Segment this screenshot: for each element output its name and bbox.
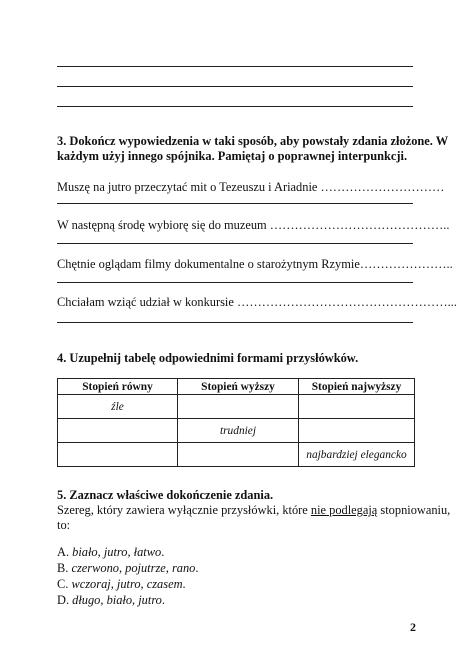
table-row bbox=[58, 419, 415, 443]
task5-stem-line2: to: bbox=[57, 518, 71, 532]
answer-line bbox=[57, 203, 413, 204]
option-end: . bbox=[161, 593, 165, 607]
option-end: . bbox=[182, 577, 186, 591]
task5-stem-line1 bbox=[57, 503, 450, 518]
table-header-row bbox=[58, 379, 415, 395]
table-cell[interactable] bbox=[178, 443, 299, 467]
answer-line bbox=[57, 322, 413, 323]
table-cell[interactable] bbox=[299, 419, 415, 443]
task5-stem-after: stopniowaniu, bbox=[377, 503, 451, 517]
task3-sentence-3: Chętnie oglądam filmy dokumentalne o starożytnym Rzymie………………….. bbox=[57, 257, 453, 271]
table-row bbox=[58, 395, 415, 419]
table-cell[interactable]: najbardziej elegancko bbox=[299, 443, 415, 467]
option-letter: A. bbox=[57, 545, 73, 559]
answer-line bbox=[57, 106, 413, 107]
option-d[interactable] bbox=[57, 593, 165, 608]
option-end: . bbox=[161, 545, 165, 559]
table-row bbox=[58, 443, 415, 467]
task4-title: 4. Uzupełnij tabelę odpowiednimi formami przysłówków. bbox=[57, 351, 359, 365]
table-cell[interactable]: źle bbox=[58, 395, 178, 419]
task3-sentence-2: W następną środę wybiorę się do muzeum …………………………………….. bbox=[57, 218, 450, 232]
answer-line bbox=[57, 66, 413, 67]
option-letter: C. bbox=[57, 577, 72, 591]
option-letter: B. bbox=[57, 561, 72, 575]
option-c[interactable] bbox=[57, 577, 186, 592]
answer-line bbox=[57, 282, 413, 283]
task3-title-line1: 3. Dokończ wypowiedzenia w taki sposób, aby powstały zdania złożone. W bbox=[57, 134, 449, 148]
header-positive: Stopień równy bbox=[58, 379, 178, 395]
option-text: czerwono, pojutrze, rano bbox=[71, 561, 196, 575]
option-letter: D. bbox=[57, 593, 73, 607]
table-cell[interactable]: trudniej bbox=[178, 419, 299, 443]
answer-line bbox=[57, 243, 413, 244]
task3-title-line2: każdym użyj innego spójnika. Pamiętaj o poprawnej interpunkcji. bbox=[57, 149, 408, 163]
task5-stem-underlined: nie podlegają bbox=[310, 503, 378, 517]
table-cell[interactable] bbox=[299, 395, 415, 419]
header-comparative: Stopień wyższy bbox=[178, 379, 299, 395]
task5-stem-before: Szereg, który zawiera wyłącznie przysłówki, które bbox=[57, 503, 311, 517]
option-text: długo, biało, jutro bbox=[72, 593, 162, 607]
option-text: wczoraj, jutro, czasem bbox=[71, 577, 183, 591]
option-b[interactable] bbox=[57, 561, 199, 576]
header-superlative: Stopień najwyższy bbox=[299, 379, 415, 395]
option-text: biało, jutro, łatwo bbox=[72, 545, 162, 559]
task5-title: 5. Zaznacz właściwe dokończenie zdania. bbox=[57, 488, 274, 502]
answer-line bbox=[57, 86, 413, 87]
task3-sentence-4: Chciałam wziąć udział w konkursie ……………………………………………... bbox=[57, 295, 457, 309]
page-number: 2 bbox=[410, 620, 416, 634]
option-end: . bbox=[195, 561, 199, 575]
table-cell[interactable] bbox=[178, 395, 299, 419]
task3-sentence-1: Muszę na jutro przeczytać mit o Tezeuszu i Ariadnie ………………………… bbox=[57, 180, 445, 194]
adverb-table bbox=[57, 378, 415, 467]
table-cell[interactable] bbox=[58, 443, 178, 467]
option-a[interactable] bbox=[57, 545, 164, 560]
table-cell[interactable] bbox=[58, 419, 178, 443]
